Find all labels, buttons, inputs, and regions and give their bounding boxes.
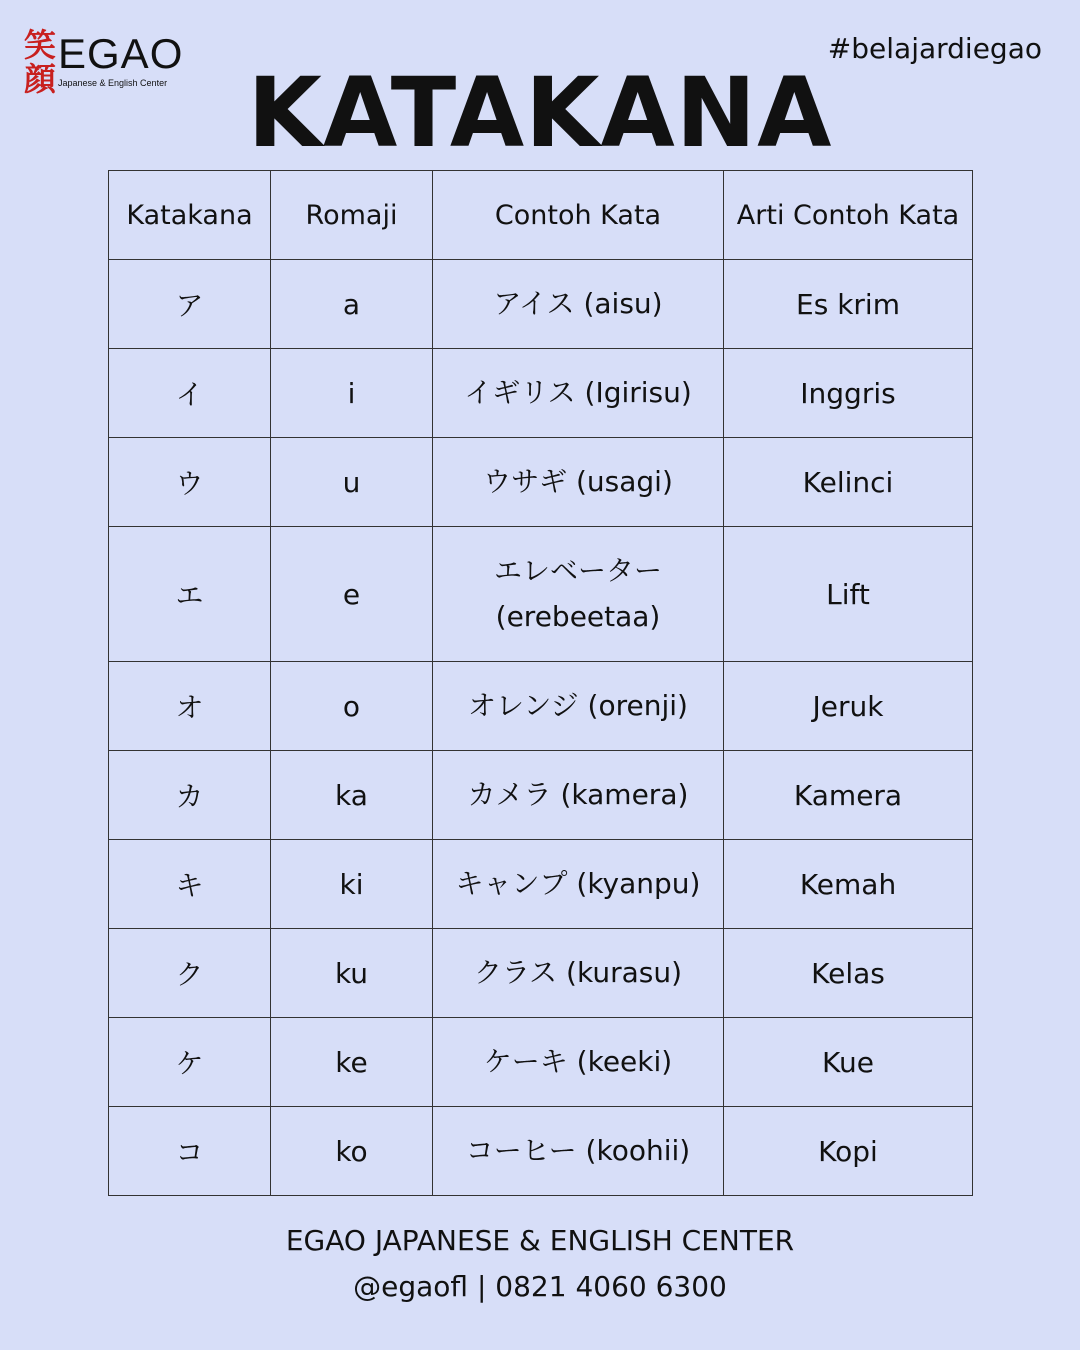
kana-cell: エ [109, 527, 271, 662]
romaji-cell: ko [271, 1107, 433, 1196]
meaning-cell: Lift [724, 527, 973, 662]
footer [0, 1218, 1080, 1310]
kana-cell: イ [109, 349, 271, 438]
example-cell: エレベーター (erebeetaa) [433, 527, 724, 662]
meaning-cell: Kemah [724, 840, 973, 929]
romaji-cell: i [271, 349, 433, 438]
header-katakana: Katakana [109, 171, 271, 260]
example-cell: クラス (kurasu) [433, 929, 724, 1018]
meaning-cell: Jeruk [724, 662, 973, 751]
kana-cell: ア [109, 260, 271, 349]
romaji-cell: ki [271, 840, 433, 929]
example-cell: イギリス (Igirisu) [433, 349, 724, 438]
kana-cell: ケ [109, 1018, 271, 1107]
logo-kanji-mark: 笑顔 [23, 26, 56, 98]
hashtag: #belajardiegao [827, 32, 1042, 65]
table-row [109, 929, 973, 1018]
table-row [109, 1107, 973, 1196]
romaji-cell: ku [271, 929, 433, 1018]
example-cell: アイス (aisu) [433, 260, 724, 349]
romaji-cell: ke [271, 1018, 433, 1107]
katakana-table [108, 170, 973, 1196]
footer-organization: EGAO JAPANESE & ENGLISH CENTER [285, 1224, 795, 1257]
table-row [109, 662, 973, 751]
romaji-cell: o [271, 662, 433, 751]
table-row [109, 527, 973, 662]
meaning-cell: Kelinci [724, 438, 973, 527]
page-title: KATAKANA [247, 57, 833, 169]
example-cell: ウサギ (usagi) [433, 438, 724, 527]
meaning-cell: Kelas [724, 929, 973, 1018]
kana-cell: ウ [109, 438, 271, 527]
table-row [109, 349, 973, 438]
header-romaji: Romaji [271, 171, 433, 260]
example-cell: オレンジ (orenji) [433, 662, 724, 751]
example-cell: カメラ (kamera) [433, 751, 724, 840]
meaning-cell: Kue [724, 1018, 973, 1107]
romaji-cell: ka [271, 751, 433, 840]
example-cell: コーヒー (koohii) [433, 1107, 724, 1196]
logo-subtitle: Japanese & English Center [58, 78, 168, 88]
romaji-cell: u [271, 438, 433, 527]
kana-cell: コ [109, 1107, 271, 1196]
meaning-cell: Es krim [724, 260, 973, 349]
table-header-row [109, 171, 973, 260]
example-cell: キャンプ (kyanpu) [433, 840, 724, 929]
meaning-cell: Kamera [724, 751, 973, 840]
table-row [109, 1018, 973, 1107]
romaji-cell: e [271, 527, 433, 662]
footer-contact: @egaofl | 0821 4060 6300 [353, 1270, 727, 1303]
table-row [109, 438, 973, 527]
table-row [109, 840, 973, 929]
example-cell: ケーキ (keeki) [433, 1018, 724, 1107]
header-example: Contoh Kata [433, 171, 724, 260]
logo-wordmark: EGAO [58, 30, 184, 77]
kana-cell: カ [109, 751, 271, 840]
table-row [109, 260, 973, 349]
meaning-cell: Kopi [724, 1107, 973, 1196]
kana-cell: オ [109, 662, 271, 751]
kana-cell: ク [109, 929, 271, 1018]
kana-cell: キ [109, 840, 271, 929]
romaji-cell: a [271, 260, 433, 349]
table-row [109, 751, 973, 840]
meaning-cell: Inggris [724, 349, 973, 438]
header-meaning: Arti Contoh Kata [724, 171, 973, 260]
